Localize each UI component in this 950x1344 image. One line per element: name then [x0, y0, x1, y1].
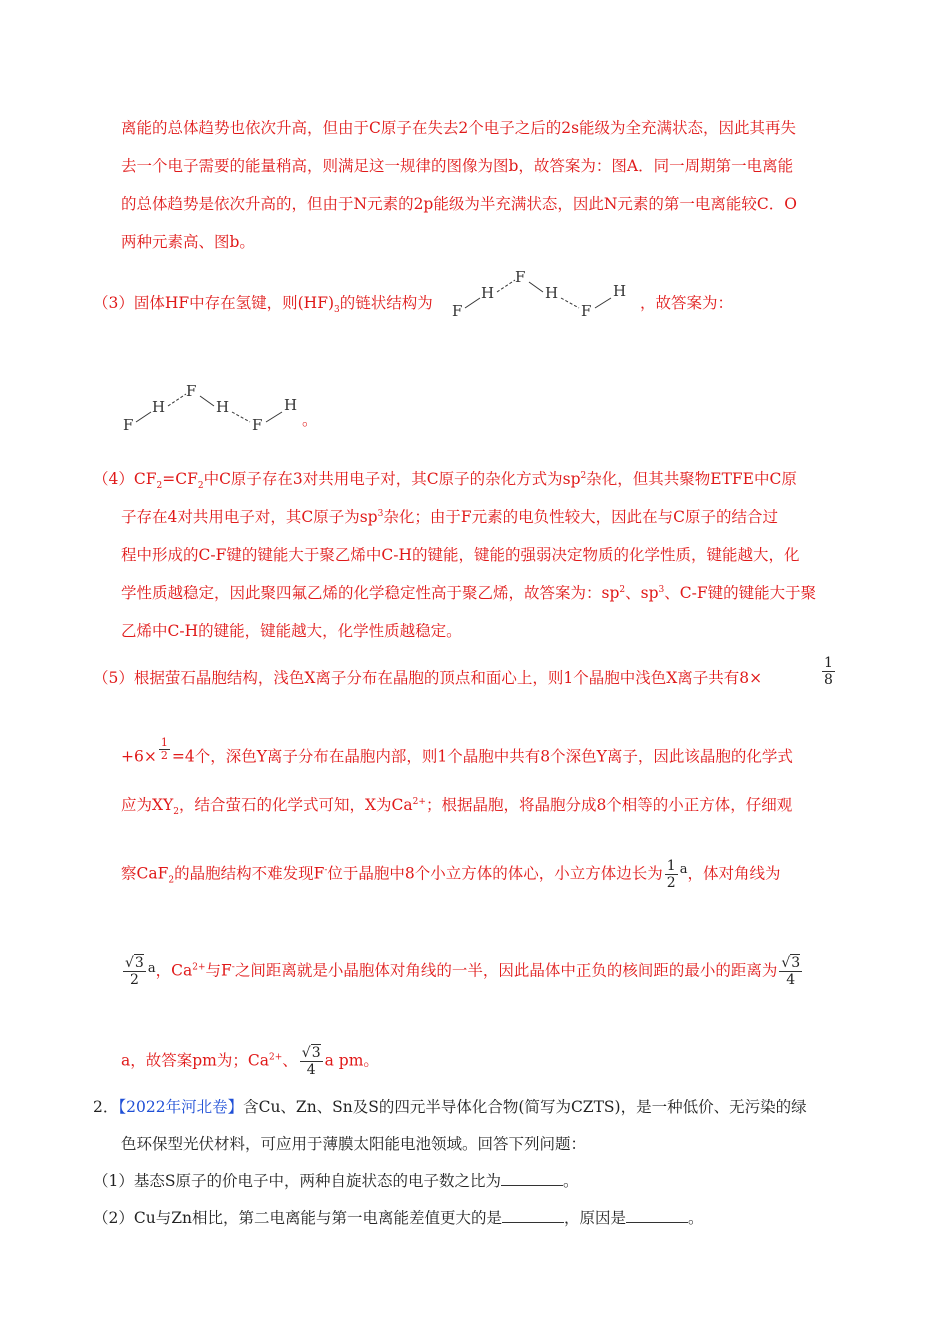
answer-line-1: 离能的总体趋势也依次升高，但由于C原子在失去2个电子之后的2s能级为全充满状态，因此其再失: [121, 119, 797, 137]
answer-blank[interactable]: [502, 1208, 564, 1223]
atom-f: F: [186, 382, 197, 400]
question-2-sub-1: （1）基态S原子的价电子中，两种自旋状态的电子数之比为 。: [93, 1172, 579, 1190]
answer-5-line-1: （5）根据萤石晶胞结构，浅色X离子分布在晶胞的顶点和面心上，则1个晶胞中浅色X离子共有8×: [93, 669, 763, 687]
hf-chain-structure-1: [447, 264, 637, 322]
atom-h: H: [152, 398, 166, 416]
answer-blank[interactable]: [626, 1208, 688, 1223]
fraction-sqrt3-over-2: $\frac{√3}{2}$: [125, 955, 144, 988]
atom-h: H: [284, 396, 298, 414]
answer-5-line-3: 应为$XY_2$，结合萤石的化学式可知，X为$Ca^{2+}$；根据晶胞，将晶胞分成8个相等的小正方体，仔细观: [121, 796, 793, 818]
answer-4-line-5: 乙烯中C-H的键能，键能越大，化学性质越稳定。: [121, 622, 462, 640]
question-number: 2．: [93, 1098, 119, 1116]
answer-5-line-2: +6× $\frac{1}{2}$ =4个，深色Y离子分布在晶胞内部，则1个晶胞中共有8个深色Y离子，因此该晶胞的化学式: [121, 736, 793, 766]
answer-5-line-6: a，故答案pm为；$Ca^{2+}$、 $\frac{√3}{4}$ a pm。: [121, 1045, 379, 1078]
atom-h: H: [613, 282, 627, 300]
hf-chain-structure-2: [118, 378, 308, 436]
answer-4-line-2: 子存在4对共用电子对，其C原子为$sp^3$杂化；由于F元素的电负性较大，因此在与C原子的结合过: [121, 508, 778, 526]
answer-5-line-4: 察CaF$_2$的晶胞结构不难发现F-位于晶胞中8个小立方体的体心，小立方体边长为 $\frac{1}{2}$ $^a$，体对角线为: [121, 858, 781, 891]
fraction-sqrt3-over-4: $\frac{√3}{4}$: [781, 955, 801, 988]
answer-4-line-1: $(4)CF_2=CF_2$中C原子存在3对共用电子对，其C原子的杂化方式为$sp^2$杂化，但其共聚物ETFE中C原: [93, 470, 797, 492]
atom-f: F: [581, 302, 592, 320]
answer-3-tail: ，故答案为：: [640, 294, 734, 312]
question-2-sub-2: （2）Cu与Zn相比，第二电离能与第一电离能差值更大的是 ，原因是 。: [93, 1209, 704, 1227]
question-2-line-2: 色环保型光伏材料，可应用于薄膜太阳能电池领域。回答下列问题：: [121, 1135, 587, 1153]
fraction-one-half-a: $\frac{1}{2}$: [666, 858, 676, 891]
atom-f: F: [123, 416, 134, 434]
answer-line-4: 两种元素高、图b。: [121, 233, 255, 251]
atom-f: F: [452, 302, 463, 320]
fraction-sqrt3-over-4-b: $\frac{√3}{4}$: [301, 1045, 321, 1078]
answer-line-2: 去一个电子需要的能量稍高，则满足这一规律的图像为图b，故答案为：图A．同一周期第一电离能: [121, 157, 794, 175]
atom-h: H: [216, 398, 230, 416]
answer-3-line: （3）固体HF中存在氢键，则$(HF)_3$的链状结构为: [93, 294, 433, 316]
atom-h: H: [481, 284, 495, 302]
atom-f: F: [515, 268, 526, 286]
atom-h: H: [545, 284, 559, 302]
atom-f: F: [252, 416, 263, 434]
answer-blank[interactable]: [501, 1171, 563, 1186]
fraction-one-eighth: $\frac{1}{8}$: [824, 655, 833, 688]
fraction-one-half: $\frac{1}{2}$: [160, 736, 168, 762]
answer-3-end: 。: [302, 411, 318, 429]
question-2-line-1: 2．【2022年河北卷】含Cu、Zn、Sn及S的四元半导体化合物(简写为CZTS)，是一种低价、无污染的绿: [93, 1098, 807, 1116]
answer-4-line-4: 学性质越稳定，因此聚四氟乙烯的化学稳定性高于聚乙烯，故答案为：$sp^2$、$sp^3$、C-F键的键能大于聚: [121, 584, 817, 602]
answer-4-line-3: 程中形成的C-F键的键能大于聚乙烯中C-H的键能，键能的强弱决定物质的化学性质，键能越大，化: [121, 546, 800, 564]
answer-5-line-5: $\frac{√3}{2}$ $^a$，$Ca^{2+}$与F-之间距离就是小晶胞体对角线的一半，因此晶体中正负的核间距的最小的距离为 $\frac{√3}{4}$: [125, 955, 801, 988]
source-tag: 【2022年河北卷】: [118, 1098, 244, 1116]
answer-line-3: 的总体趋势是依次升高的，但由于N元素的2p能级为半充满状态，因此N元素的第一电离能较C．O: [121, 195, 797, 213]
